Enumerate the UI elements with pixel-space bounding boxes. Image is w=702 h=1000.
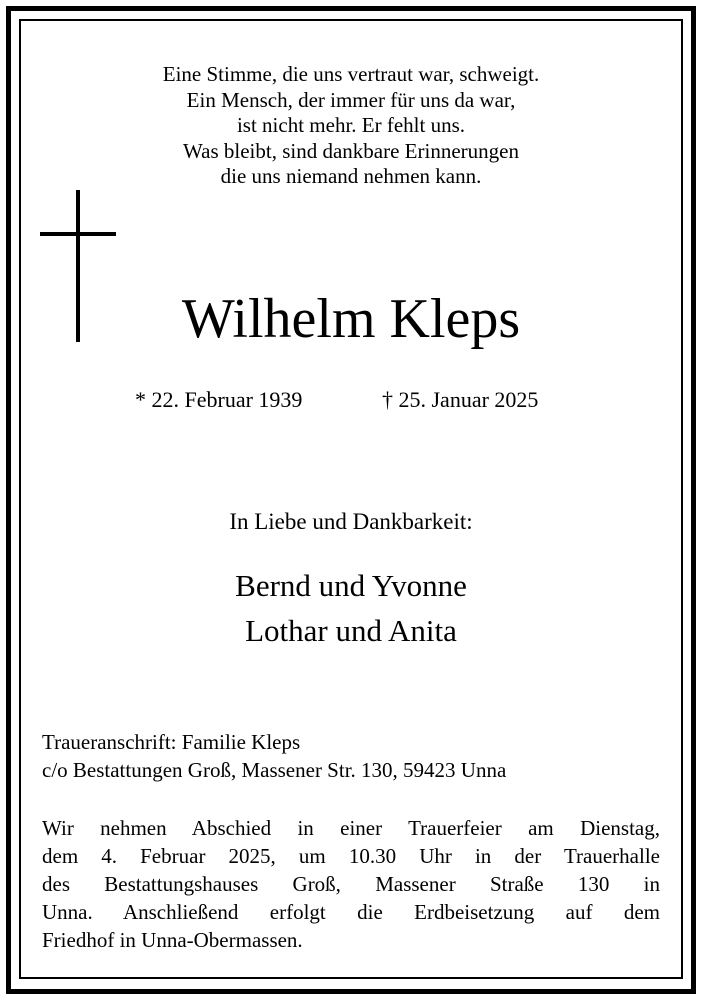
- poem: [60, 62, 642, 190]
- ceremony-text: [42, 814, 660, 954]
- address-line: c/o Bestattungen Groß, Massener Str. 130, 59423 Unna: [42, 758, 507, 782]
- death-date: † 25. Januar 2025: [382, 387, 539, 412]
- address-line: Traueranschrift: Familie Kleps: [42, 730, 301, 754]
- poem-line: Ein Mensch, der immer für uns da war,: [186, 87, 516, 112]
- poem-line: Eine Stimme, die uns vertraut war, schweigt.: [162, 62, 540, 86]
- poem-line: Was bleibt, sind dankbare Erinnerungen: [183, 138, 519, 163]
- ceremony-line: des Bestattungshauses Groß, Massener Straße 130 in: [42, 872, 660, 896]
- poem-line: die uns niemand nehmen kann.: [220, 164, 482, 188]
- ceremony-line: dem 4. Februar 2025, um 10.30 Uhr in der Trauerhalle: [42, 844, 660, 868]
- mourning-address: [42, 728, 506, 784]
- ceremony-line: Wir nehmen Abschied in einer Trauerfeier am Dienstag,: [42, 816, 660, 840]
- mourner-line: Bernd und Yvonne: [235, 568, 467, 603]
- mourner-line: Lothar und Anita: [245, 613, 457, 648]
- ceremony-line: Friedhof in Unna-Obermassen.: [42, 928, 303, 952]
- poem-line: ist nicht mehr. Er fehlt uns.: [236, 113, 466, 137]
- mourners: [0, 563, 702, 653]
- family-intro: In Liebe und Dankbarkeit:: [229, 509, 473, 534]
- deceased-name: Wilhelm Kleps: [181, 288, 521, 350]
- ceremony-line: Unna. Anschließend erfolgt die Erdbeisetzung auf dem: [42, 900, 660, 924]
- birth-date: * 22. Februar 1939: [135, 387, 303, 412]
